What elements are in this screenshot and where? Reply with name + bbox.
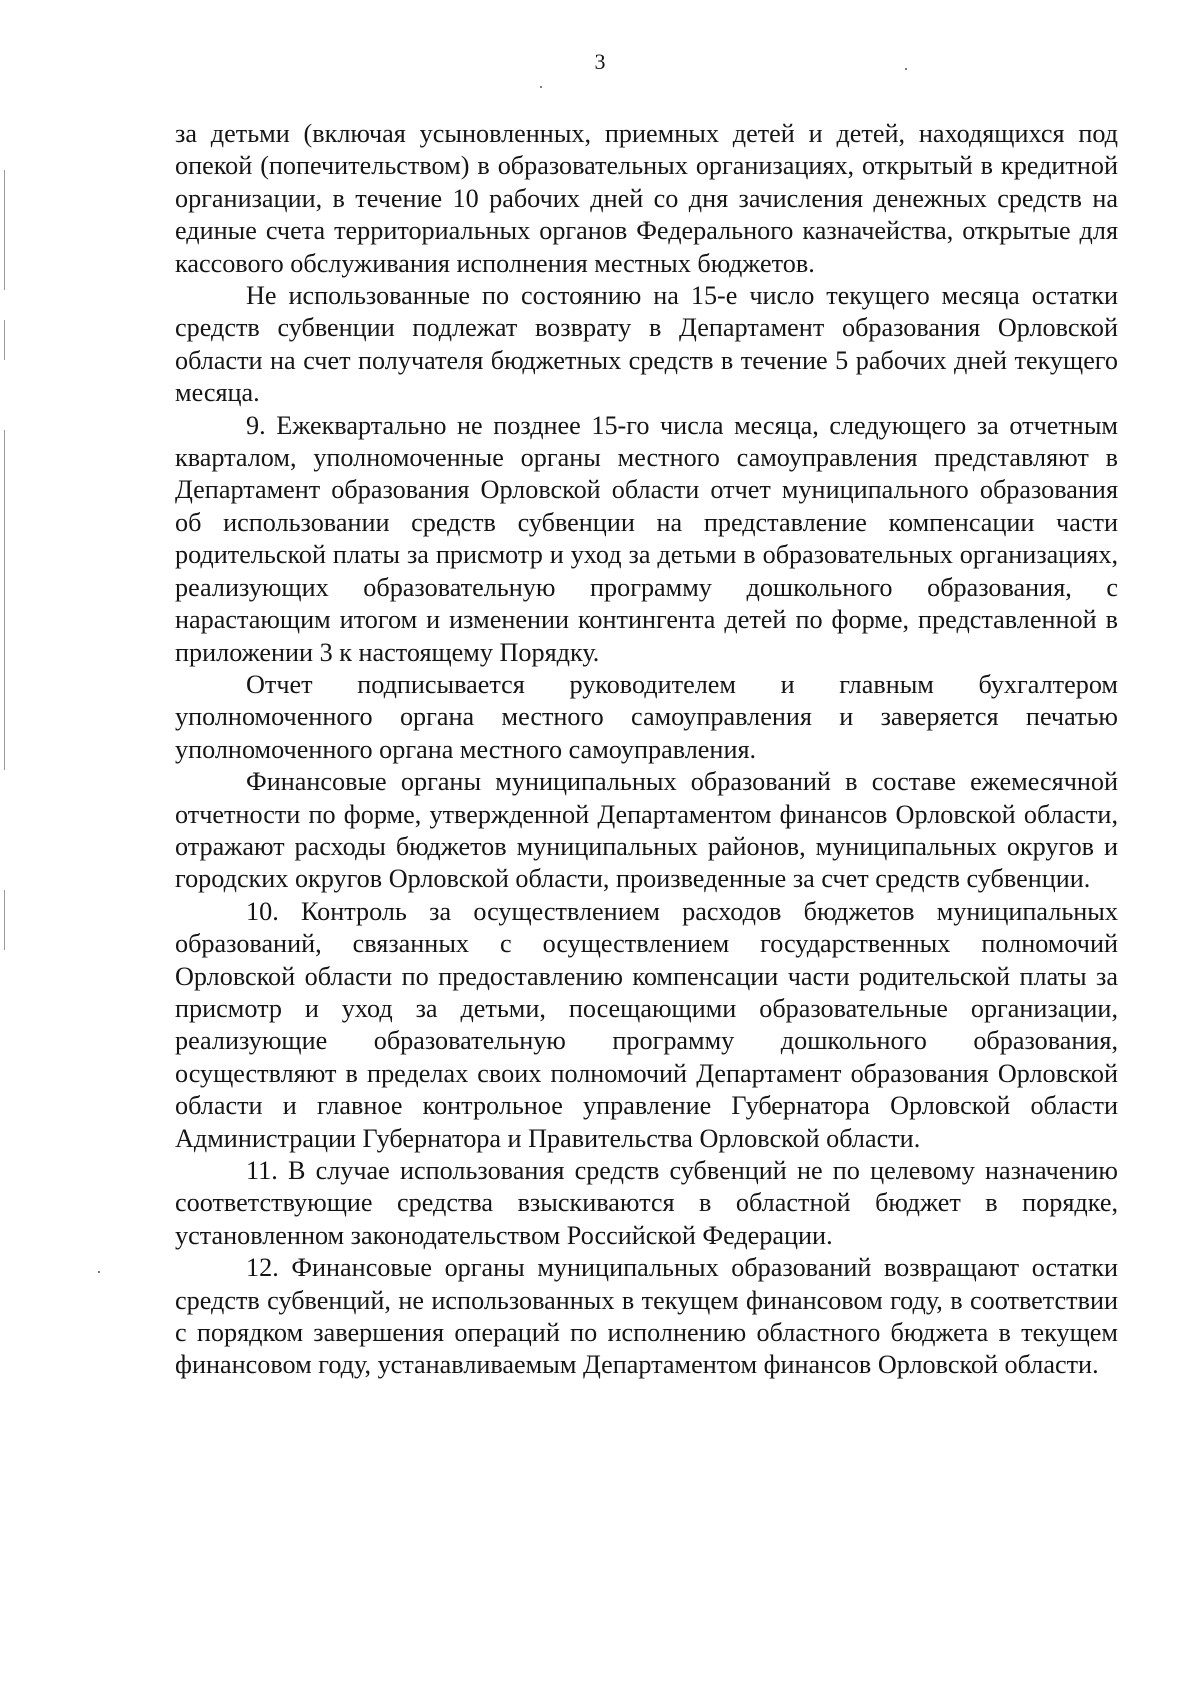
- paragraph-item-9: 9. Ежеквартально не позднее 15-го числа месяца, следующего за отчетным кварталом, уполномоченные органы местного самоуправления представляют в Департамент образования Орловской области отчет муниципального образования об использовании средств субвенции на представление компенсации части родительской платы за присмотр и уход за детьми в образовательных организациях, реализующих образовательную программу дошкольного образования, с нарастающим итогом и изменении контингента детей по форме, представленной в приложении 3 к настоящему Порядку.: [175, 410, 1118, 667]
- scan-edge-mark: [4, 320, 5, 360]
- document-body: [175, 118, 1118, 1382]
- scan-speck: [540, 86, 542, 88]
- paragraph-unused-balance: Не использованные по состоянию на 15-е число текущего месяца остатки средств субвенции подлежат возврату в Департамент образования Орловской области на счет получателя бюджетных средств в течение 5 рабочих дней текущего месяца.: [175, 281, 1118, 408]
- page-number: 3: [594, 49, 606, 74]
- paragraph-financial-bodies: Финансовые органы муниципальных образований в составе ежемесячной отчетности по форме, утвержденной Департаментом финансов Орловской области, отражают расходы бюджетов муниципальных районов, муниципальных округов и городских округов Орловской области, произведенные за счет средств субвенции.: [175, 767, 1118, 894]
- scan-edge-mark: [4, 170, 5, 290]
- paragraph-item-12: 12. Финансовые органы муниципальных образований возвращают остатки средств субвенций, не использованных в текущем финансовом году, в соответствии с порядком завершения операций по исполнению областного бюджета в текущем финансовом году, устанавливаемым Департаментом финансов Орловской области.: [175, 1253, 1118, 1380]
- paragraph-continuation: за детьми (включая усыновленных, приемных детей и детей, находящихся под опекой (попечительством) в образовательных организациях, открытый в кредитной организации, в течение 10 рабочих дней со дня зачисления денежных средств на единые счета территориальных органов Федерального казначейства, открытые для кассового обслуживания исполнения местных бюджетов.: [175, 119, 1118, 278]
- scan-edge-mark: [4, 430, 5, 770]
- scan-edge-mark: [4, 890, 5, 950]
- paragraph-item-11: 11. В случае использования средств субвенций не по целевому назначению соответствующие средства взыскиваются в областной бюджет в порядке, установленном законодательством Российской Федерации.: [175, 1156, 1118, 1250]
- paragraph-report-signing: Отчет подписывается руководителем и главным бухгалтером уполномоченного органа местного самоуправления и заверяется печатью уполномоченного органа местного самоуправления.: [175, 669, 1118, 764]
- paragraph-item-10: 10. Контроль за осуществлением расходов бюджетов муниципальных образований, связанных с осуществлением государственных полномочий Орловской области по предоставлению компенсации части родительской платы за присмотр и уход за детьми, посещающими образовательные организации, реализующие образовательную программу дошкольного образования, осуществляют в пределах своих полномочий Департамент образования Орловской области и главное контрольное управление Губернатора Орловской области Администрации Губернатора и Правительства Орловской области.: [175, 896, 1118, 1153]
- scan-speck: [98, 1271, 100, 1273]
